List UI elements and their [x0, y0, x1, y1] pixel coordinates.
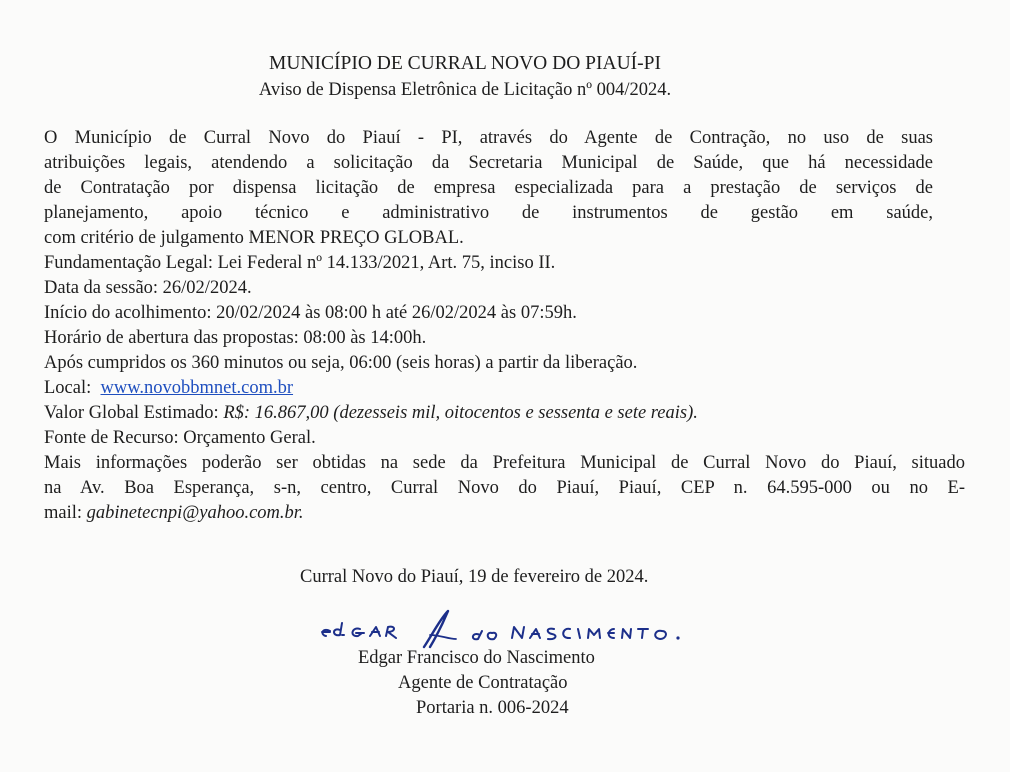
handwritten-signature: [312, 605, 692, 649]
session-date: Data da sessão: 26/02/2024.: [44, 278, 252, 298]
paragraph-line-5: com critério de julgamento MENOR PREÇO GLOBAL.: [44, 228, 464, 248]
after-note: Após cumpridos os 360 minutos ou seja, 06:00 (seis horas) a partir da liberação.: [44, 353, 638, 373]
local-link[interactable]: www.novobbmnet.com.br: [100, 378, 294, 398]
value-label: Valor Global Estimado:: [44, 403, 219, 423]
info-line-2: na Av. Boa Esperança, s-n, centro, Curral Novo do Piauí, Piauí, CEP n. 64.595-000 ou no E-: [44, 478, 965, 498]
reception-start: Início do acolhimento: 20/02/2024 às 08:00 h até 26/02/2024 às 07:59h.: [44, 303, 577, 323]
funding-source: Fonte de Recurso: Orçamento Geral.: [44, 428, 316, 448]
paragraph-line-2: atribuições legais, atendendo a solicitação da Secretaria Municipal de Saúde, que há necessidade: [44, 153, 933, 173]
place-date: Curral Novo do Piauí, 19 de fevereiro de 2024.: [300, 567, 649, 587]
value-text: R$: 16.867,00 (dezesseis mil, oitocentos e sessenta e sete reais).: [223, 403, 698, 423]
document-subtitle: Aviso de Dispensa Eletrônica de Licitação nº 004/2024.: [258, 80, 672, 100]
opening-hours: Horário de abertura das propostas: 08:00 às 14:00h.: [44, 328, 427, 348]
signer-ordinance: Portaria n. 006-2024: [416, 698, 569, 718]
info-line-1: Mais informações poderão ser obtidas na sede da Prefeitura Municipal de Curral Novo do Piauí, situado: [44, 453, 965, 473]
value-row: [44, 401, 698, 425]
paragraph-line-3: de Contratação por dispensa licitação de empresa especializada para a prestação de serviços de: [44, 178, 933, 198]
local-row: [44, 376, 293, 400]
email-row: [44, 501, 304, 525]
email-prefix: mail:: [44, 503, 83, 523]
signer-name: Edgar Francisco do Nascimento: [358, 648, 595, 668]
legal-basis: Fundamentação Legal: Lei Federal nº 14.133/2021, Art. 75, inciso II.: [44, 253, 556, 273]
paragraph-line-1: O Município de Curral Novo do Piauí - PI, através do Agente de Contração, no uso de suas: [44, 128, 933, 148]
document-title: MUNICÍPIO DE CURRAL NOVO DO PIAUÍ-PI: [269, 53, 661, 74]
paragraph-line-4: planejamento, apoio técnico e administrativo de instrumentos de gestão em saúde,: [44, 203, 933, 223]
email-address[interactable]: gabinetecnpi@yahoo.com.br.: [86, 503, 304, 523]
signer-role: Agente de Contratação: [398, 673, 568, 693]
local-label: Local:: [44, 378, 92, 398]
